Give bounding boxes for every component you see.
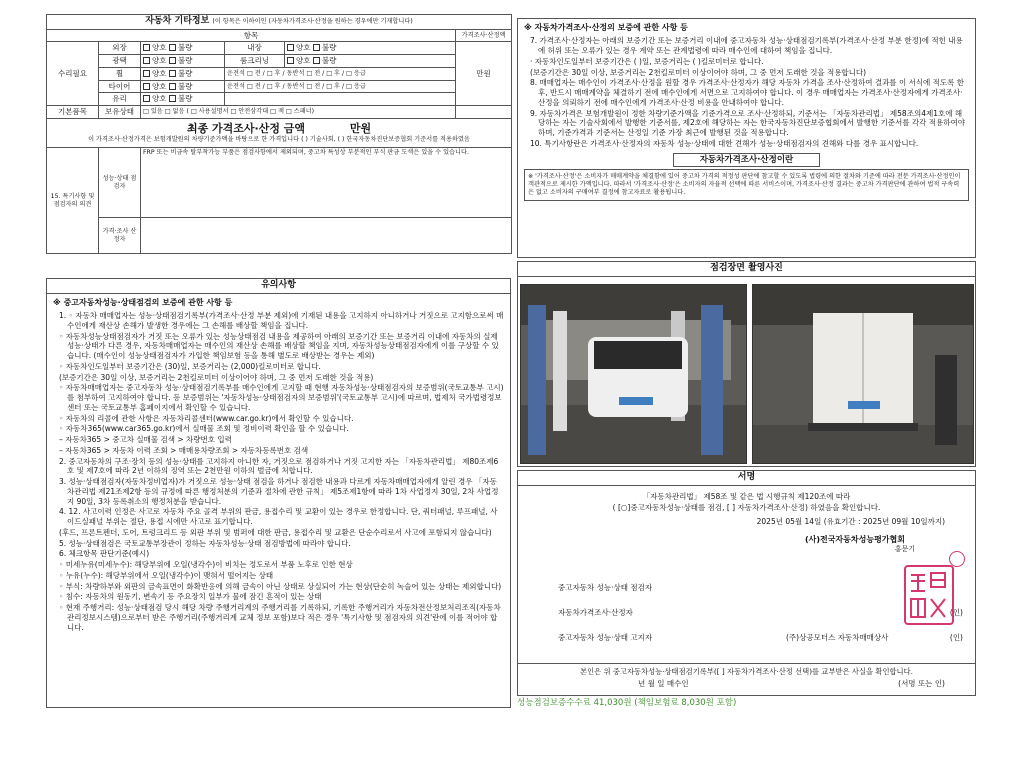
sig-value-3: (주)상공모터스 자동차매매상사	[786, 633, 889, 642]
notice-title: 유의사항	[47, 279, 510, 294]
receipt-line: 본인은 위 중고자동차성능·상태점검기록부([ ] 자동차가격조사·산정 선택)를 교부받은 사실을 확인합니다.	[518, 663, 975, 676]
price-guarantee-item: 10. 특기사항란은 가격조사·산정자의 자동차 성능·상태에 대한 견해가 성능·상태점검자의 견해와 다를 경우 표시합니다.	[530, 138, 919, 148]
price-guarantee-item: · 자동차인도일부터 보증기간은 ( )일, 보증거리는 ( )킬로미터로 합니다.	[530, 56, 764, 66]
price-guarantee-section	[517, 18, 976, 258]
row-label: 외장	[99, 42, 141, 55]
notice-item: 6. 체크항목 판단기준(예시)	[59, 549, 150, 559]
notice-item: 2. 중고자동차의 구조·장치 등의 성능·상태를 고지하지 아니한 자, 거짓으로 점검하거나 거짓 고지한 자는 「자동차관리법」 제80조제6호 및 제7호에 따라 2년 이하의 징역 또는 2천만원 이하의 벌금에 처합니다.	[59, 456, 499, 476]
notice-item: 4. 12. 사고이력 인정은 사고로 자동차 주요 골격 부위의 판금, 용접수리 및 교환이 있는 경우로 한정합니다. 단, 쿼터패널, 루프패널, 사이드실패널 부위는 절단, 용접 시에만 사고로 표기합니다.	[59, 507, 498, 527]
repair-label: 수리필요	[47, 42, 99, 106]
right-column	[517, 18, 976, 714]
confirm-line: ( [○]중고자동차성능·상태를 점검, [ ] 자동차가격조사·산정) 하였음을 확인합니다.	[612, 503, 881, 513]
price-header: 가격조사·산정액	[456, 29, 512, 42]
price-guarantee-item: 9. 자동차가격은 보험개발원이 정한 차량기준가액을 기준가격으로 조사·산정하되, 기준서는 「자동차관리법」 제58조의4제1호에 해당하는 자는 기술사회에서 발행한 기준서를, 제2호에 해당하는 자는 한국자동차진단보증협회에서 발행한 기준서를 각각 적용하여야 하며, 기준가격과 기준서는 산정일 기준 가장 최근에 발행된 것을 적용합니다.	[530, 108, 965, 138]
price-label: 가격·조사 산정자	[99, 218, 141, 254]
basic-sub: 보유상태	[99, 106, 141, 119]
other-info-header: 자동차 기타정보 (이 항목은 이하이인 (자동차가격조사·산정을 원하는 경우에만 기재합니다)	[47, 15, 512, 30]
left-column	[46, 14, 511, 714]
date-line: 2025년 05월 14일 (유효기간 : 2025년 09월 10일까지)	[756, 517, 945, 527]
row-label: 휠	[99, 67, 141, 80]
notes-list	[53, 311, 504, 632]
notice-item: – 자동차365 > 자동차 이력 조회 > 매매용차량조회 > 자동차등록번호 검색	[59, 445, 309, 455]
photo-section	[517, 261, 976, 467]
seal-stamp	[904, 565, 954, 625]
perf-label: 성능·상태 점검자	[99, 148, 141, 218]
notice-section	[46, 278, 511, 708]
law-line: 「자동차관리법」 제58조 및 같은 법 시행규칙 제120조에 따라	[642, 491, 851, 501]
fee-line: 성능점검보증수수료 41,030원 (책임보험료 8,030원 포함)	[517, 698, 737, 708]
good-bad-check[interactable]: 양호 불량	[141, 55, 225, 68]
front-photo	[520, 284, 747, 464]
final-price: 최종 가격조사·산정 금액 만원 이 가격조사·산정가격은 보험개발원의 차량기준가액을 바탕으로 한 가격입니다 ( ) 기술사회, ( ) 한국자동차진단보증협회 기준서를 적용하였음	[47, 118, 512, 147]
meaning-title: 자동차가격조사·산정이란	[673, 153, 821, 167]
special-label: 15. 특기사항 및 점검자의 의견	[47, 148, 99, 254]
good-bad-check[interactable]: 양호 불량	[285, 55, 456, 68]
notice-item: ◦ 미세누유(미세누수): 해당부위에 오일(냉각수)이 비치는 정도로서 부품 노후로 인한 현상	[59, 560, 353, 570]
row-label: 유리	[99, 93, 141, 106]
receipt-date: 년 월 일 매수인	[638, 679, 689, 688]
other-info-table	[46, 14, 512, 254]
stamp-name: 홍문기	[894, 545, 915, 553]
notice-item: ◦ 자동차365(www.car365.go.kr)에서 실매물 조회 및 정비이력 확인을 할 수 있습니다.	[59, 424, 349, 434]
notice-item: ◦ 자동차성능상태점검자가 거짓 또는 오류가 있는 성능상태점검 내용을 제공하여 아래의 보증기간 또는 보증거리 이내에 자동차의 실제 성능·상태가 다른 경우, 자동차매매업자는 매수인의 재산상 손해를 배상할 책임을 지며, 자동차성능상태점검자에게 이를 구상할 수 있습니다. (매수인이 성능상태점검자가 가입한 책임보험 등을 통해 별도로 배상받는 경우는 제외)	[59, 331, 499, 361]
repair-price: 만원	[456, 42, 512, 106]
basic-items[interactable]: □ 있음 □ 없음 ( □ 사용설명서 □ 안전삼각대 □ 잭 □ 스패너)	[141, 106, 456, 119]
wheel-position[interactable]: 운전석 □ 전 / □ 후 / 동반석 □ 전 / □ 후 / □ 응급	[225, 67, 456, 80]
notice-item: – 자동차365 > 중고차 실매물 검색 > 차량번호 입력	[59, 435, 232, 445]
notice-item: 3. 성능·상태점검자(자동차정비업자)가 거짓으로 성능·상태 점검을 하거나 점검한 내용과 다르게 자동차매매업자에게 알린 경우 「자동차관리법 제21조제2항 등의 규정에 따른 행정처분의 기준과 절차에 관한 규칙」 제5조제1항에 따라 1차 사업정지 30일, 2차 사업정지 90일, 3차 등록취소의 행정처분을 받습니다.	[59, 477, 499, 506]
sig-label-2: 자동차가격조사·산정자	[558, 608, 633, 617]
rear-photo	[752, 284, 974, 464]
notice-item: 5. 성능·상태점검은 국토교통부장관이 정하는 자동차성능·상태 점검방법에 따라야 합니다.	[59, 538, 351, 548]
guarantee-title: ※ 중고자동차성능·상태점검의 보증에 관한 사항 등	[53, 297, 233, 307]
meaning-text: ※ '가격조사·산정'은 소비자가 매매계약을 체결함에 있어 중고차 가격의 적정성 판단에 참고할 수 있도록 법령에 의한 절차와 기준에 따라 전문 가격조사·산정인이 객관적으로 제시한 가액입니다. 따라서 '가격조사·산정'은 소비자의 자율적 선택에 따른 서비스이며, 가격조사·산정 결과는 중고차 가격판단에 관하여 법적 구속력은 없고 소비자의 구매여부 결정에 참고자료로 활용됩니다.	[524, 169, 969, 201]
org-name: (사)전국자동차성능평가협회	[804, 534, 905, 544]
item-header: 항목	[47, 29, 456, 42]
notice-item: ◦ 자동차의 리콜에 관한 사항은 자동차리콜센터(www.car.go.kr)에서 확인할 수 있습니다.	[59, 413, 354, 423]
good-bad-check[interactable]: 양호 불량	[141, 67, 225, 80]
notice-item: 1. ◦ 자동차 매매업자는 성능·상태점검기록부(가격조사·산정 부분 제외)에 기재된 내용을 고지하지 아니하거나 거짓으로 고지함으로써 매수인에게 재산상 손해가 발생한 경우에는 그 손해를 배상할 책임을 집니다.	[59, 311, 504, 330]
notice-item: ◦ 자동차인도일부터 보증기간은 (30)일, 보증거리는 (2,000)킬로미터로 합니다.	[59, 361, 321, 371]
signature-title: 서명	[518, 471, 975, 486]
price-guarantee-title: ※ 자동차가격조사·산정의 보증에 관한 사항 등	[524, 23, 688, 32]
notice-item: ◦ 부식: 차량하부와 외판의 금속표면이 화확반응에 의해 금속이 아닌 상태로 상실되어 가는 현상(단순히 녹슬어 있는 상태는 제외합니다)	[59, 581, 502, 591]
notice-item: (후드, 프론트펜더, 도어, 트렁크리드 등 외판 부위 및 범퍼에 대한 판금, 용접수리 및 교환은 단순수리로서 사고에 포함되지 않습니다)	[59, 527, 492, 537]
notice-item: (보증기간은 30일 이상, 보증거리는 2천킬로미터 이상이어야 하며, 그 중 먼저 도래한 것을 적용)	[59, 372, 374, 382]
sig-label-1: 중고자동차 성능·상태 점검자	[558, 583, 653, 592]
good-bad-check[interactable]: 양호 불량	[141, 93, 225, 106]
perf-opinion: FRP 또는 비금속 탈부착가능 부품은 점검사항에서 제외되며, 중고차 특성상 부분적인 부식 판금 도색은 있을 수 있습니다.	[141, 148, 512, 218]
tire-position[interactable]: 운전석 □ 전 / □ 후 / 동반석 □ 전 / □ 후 / □ 응급	[225, 80, 456, 93]
sig-tail-2: (인)	[949, 608, 963, 617]
row-label: 룸크리닝	[225, 55, 285, 68]
photo-title: 점검장면 촬영사진	[518, 262, 975, 277]
price-guarantee-item: 8. 매매업자는 매수인이 가격조사·산정을 원할 경우 가격조사·산정자가 해당 자동차 가격을 조사·산정하여 결과를 이 서식에 적도록 한 후, 반드시 매매계약을 체결하기 전에 매수인에게 서면으로 고지하여야 합니다. 이 경우 매매업자는 가격조사·산정자에게 가격조사·산정을 의뢰하기 전에 매수인에게 가격조사·산정 비용을 안내하여야 합니다.	[530, 78, 965, 107]
price-opinion	[141, 218, 512, 254]
sig-tail-3: (인)	[949, 633, 963, 642]
sig-label-3: 중고자동차 성능·상태 고지자	[558, 633, 653, 642]
notice-item: ◦ 누유(누수): 해당부위에서 오일(냉각수)이 맺혀서 떨어지는 상태	[59, 570, 274, 580]
good-bad-check[interactable]: 양호 불량	[141, 42, 225, 55]
notice-item: ◦ 침수: 자동차의 원동기, 변속기 등 주요장치 일부가 물에 잠긴 흔적이 있는 상태	[59, 592, 322, 602]
notice-item: ◦ 현재 주행거리: 성능·상태점검 당시 해당 차량 주행거리계의 주행거리를 기록하되, 기록한 주행거리가 자동차전산정보처리조직(자동차관리정보시스템)으로부터 받은 주행거리(주행거리계 교체 정보 포함)보다 적은 경우 '특기사항 및 점검자의 의견'란에 이를 적어야 합니다.	[59, 603, 501, 632]
row-label: 타이어	[99, 80, 141, 93]
price-guarantee-item: (보증기간은 30일 이상, 보증거리는 2천킬로미터 이상이어야 하며, 그 중 먼저 도래한 것을 적용합니다)	[530, 67, 867, 77]
good-bad-check[interactable]: 양호 불량	[285, 42, 456, 55]
basic-label: 기본품목	[47, 106, 99, 119]
receipt-sign: (서명 또는 인)	[898, 679, 945, 688]
row-label: 광택	[99, 55, 141, 68]
signature-section	[517, 470, 976, 696]
price-guarantee-list	[524, 36, 969, 148]
notice-item: ◦ 자동차매매업자는 중고자동차 성능·상태점검기록부를 매수인에게 고지할 때 현행 자동차성능·상태점검자의 보증범위(국토교통부 고시)를 첨부하여 고지하여야 합니다. 등 보증범위는 '자동차성능·상태점검자의 보증범위'(국토교통부 고시)에 따르며, 법제처 국가법령정보센터 또는 국토교통부 홈페이지에서 확인할 수 있습니다.	[59, 383, 504, 412]
row-label: 내장	[225, 42, 285, 55]
small-seal-icon	[949, 551, 965, 567]
price-guarantee-item: 7. 가격조사·산정자는 아래의 보증기간 또는 보증거리 이내에 중고자동차 성능·상태점검기록부(가격조사·산정 부분 한정)에 적힌 내용에 허위 또는 오류가 있는 경우 계약 또는 관계법령에 따라 매수인에 대하여 책임을 집니다.	[530, 36, 963, 56]
good-bad-check[interactable]: 양호 불량	[141, 80, 225, 93]
